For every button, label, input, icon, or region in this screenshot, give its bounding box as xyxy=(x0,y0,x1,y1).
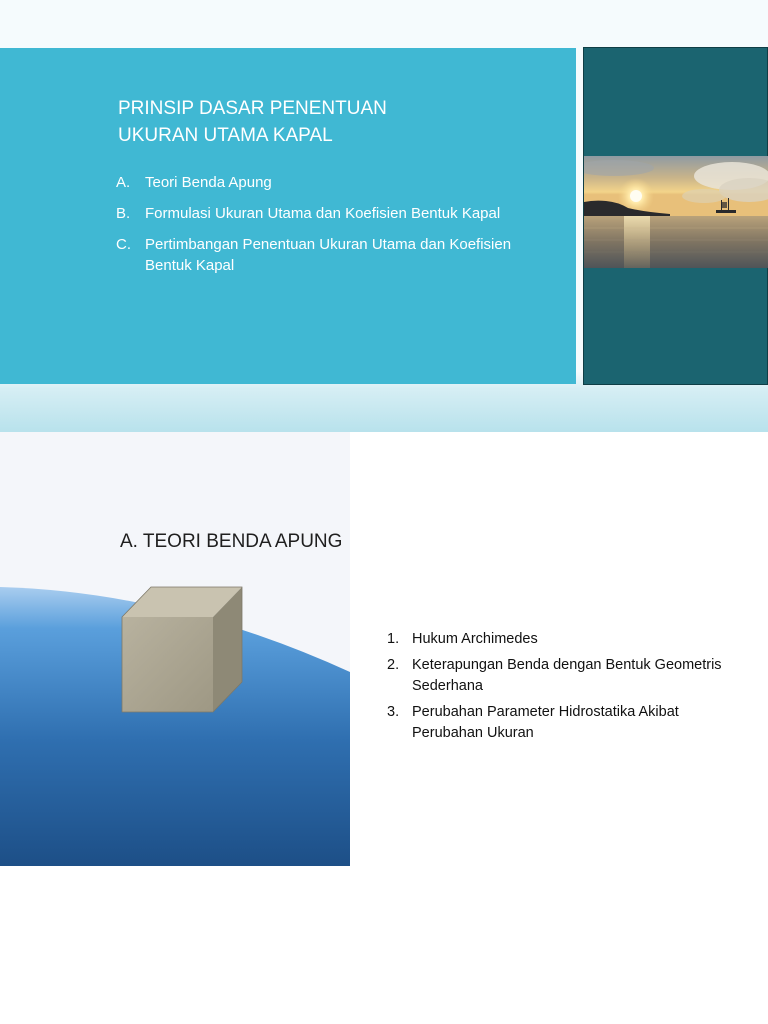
title-line-2: UKURAN UTAMA KAPAL xyxy=(118,125,333,146)
list-marker: B. xyxy=(116,205,131,222)
slide-1-title xyxy=(118,95,538,149)
slide-2-title: A. TEORI BENDA APUNG xyxy=(120,531,343,552)
list-item xyxy=(387,629,747,650)
water-illustration-panel xyxy=(0,432,350,866)
list-item xyxy=(116,234,516,276)
list-marker: 2. xyxy=(387,657,400,673)
topic-list xyxy=(387,629,747,749)
outline-list xyxy=(116,172,516,286)
list-item-text: Teori Benda Apung xyxy=(145,174,272,191)
list-item xyxy=(116,172,516,193)
list-marker: C. xyxy=(116,236,131,253)
title-line-1: PRINSIP DASAR PENENTUAN xyxy=(118,98,387,119)
list-item-text: Formulasi Ukuran Utama dan Koefisien Bentuk Kapal xyxy=(145,205,501,222)
slide-2 xyxy=(0,432,768,866)
floating-cube-illustration xyxy=(118,584,248,714)
slide-1 xyxy=(0,0,768,432)
sunset-sea-photo xyxy=(584,156,768,268)
list-item-text: Hukum Archimedes xyxy=(412,631,538,647)
list-marker: 3. xyxy=(387,704,400,720)
list-item-text: Perubahan Parameter Hidrostatika Akibat Perubahan Ukuran xyxy=(412,704,679,741)
list-marker: A. xyxy=(116,174,131,191)
list-item xyxy=(387,655,747,697)
list-item-text: Keterapungan Benda dengan Bentuk Geometris Sederhana xyxy=(412,657,722,694)
list-item-text: Pertimbangan Penentuan Ukuran Utama dan Koefisien Bentuk Kapal xyxy=(145,236,512,274)
list-marker: 1. xyxy=(387,631,400,647)
list-item xyxy=(387,702,747,744)
list-item xyxy=(116,203,516,224)
